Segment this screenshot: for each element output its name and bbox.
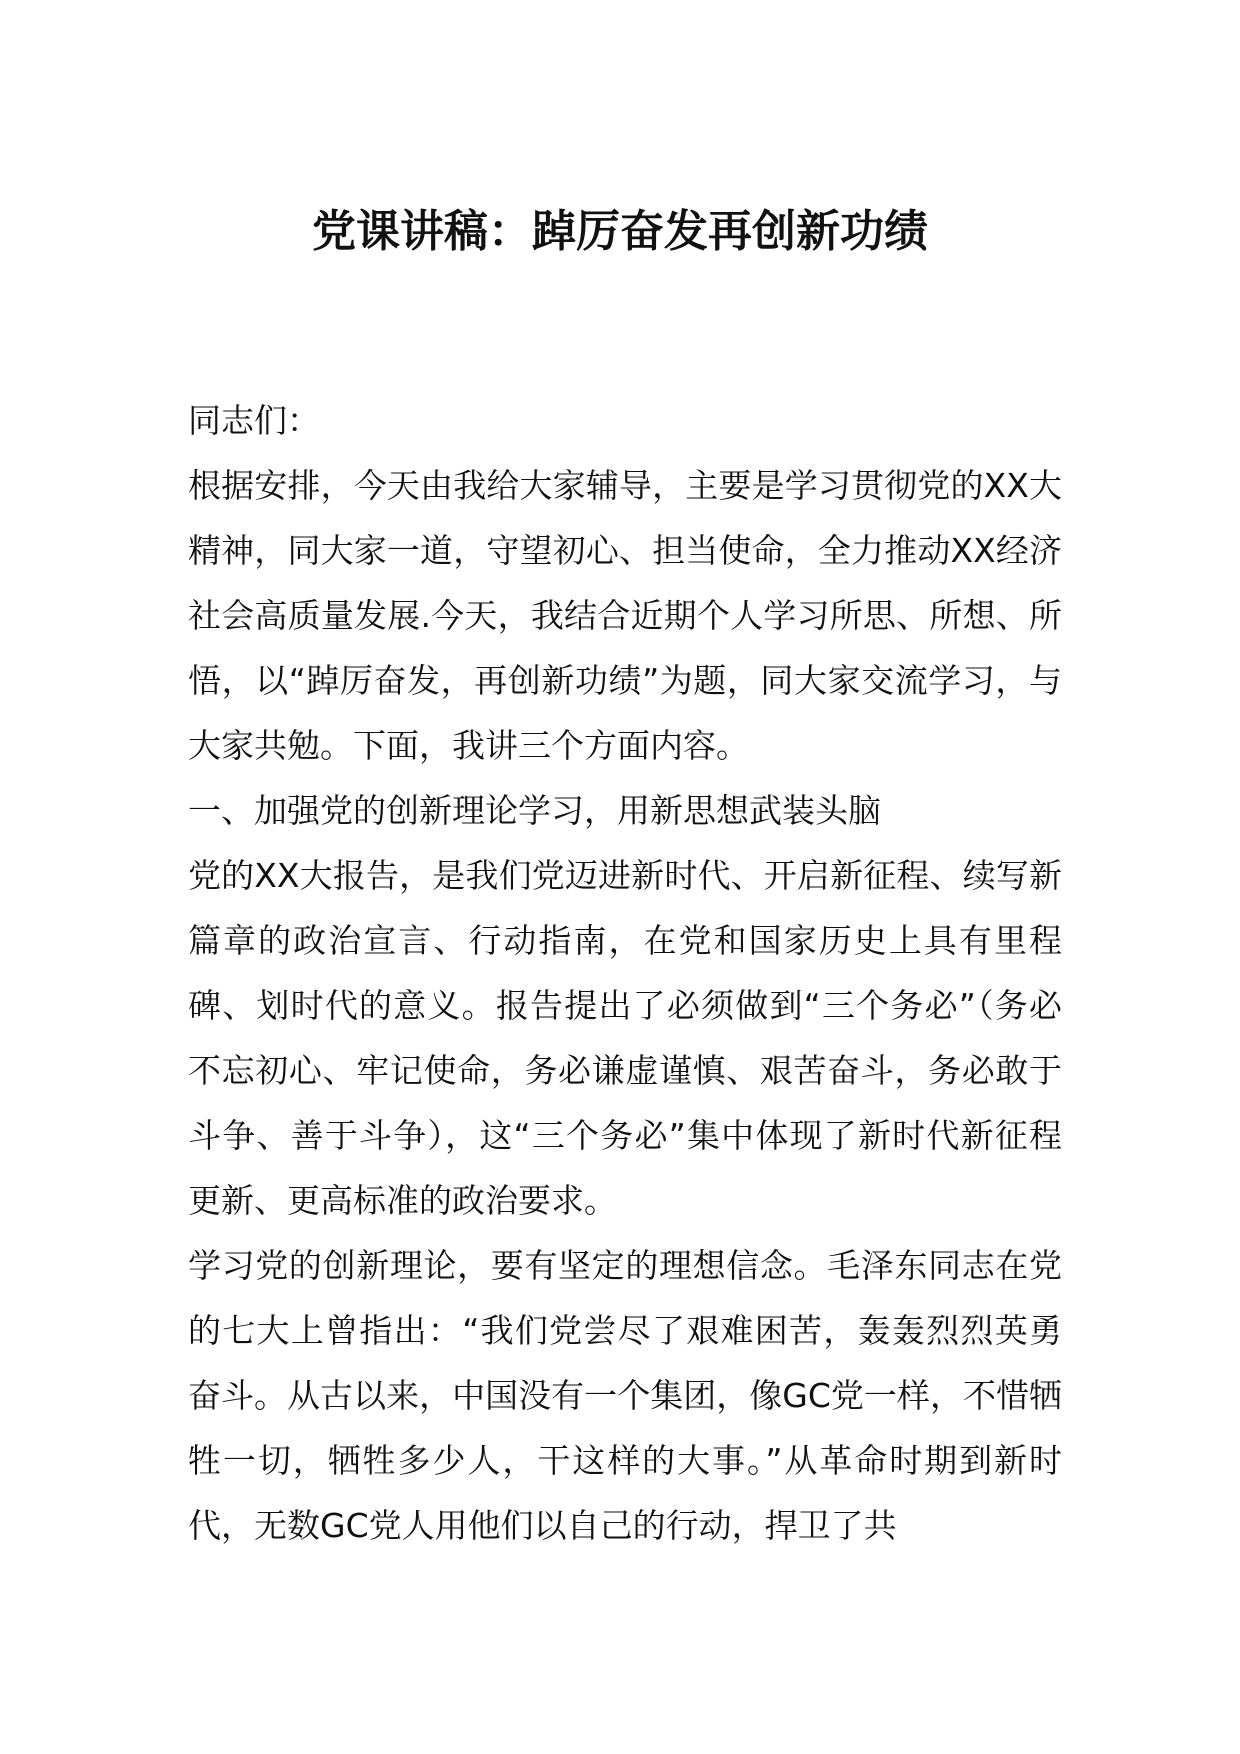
body-paragraph: 党的XX大报告，是我们党迈进新时代、开启新征程、续写新篇章的政治宣言、行动指南，在党和国家历史上具有里程碑、划时代的意义。报告提出了必须做到“三个务必”（务必不忘初心、牢记使命，务必谦虚谨慎、艰苦奋斗，务必敢于斗争、善于斗争），这“三个务必”集中体现了新时代新征程更新、更高标准的政治要求。 bbox=[188, 856, 1062, 1220]
section-heading-1: 一、加强党的创新理论学习，用新思想武装头脑 bbox=[188, 791, 881, 830]
body-paragraph: 学习党的创新理论，要有坚定的理想信念。毛泽东同志在党的七大上曾指出：“我们党尝尽了艰难困苦，轰轰烈烈英勇奋斗。从古以来，中国没有一个集团，像GC党一样，不惜牺牲一切，牺牲多少人，干这样的大事。”从革命时期到新时代，无数GC党人用他们以自己的行动，捍卫了共 bbox=[188, 1246, 1062, 1545]
document-body bbox=[188, 388, 1062, 1558]
intro-paragraph: 根据安排，今天由我给大家辅导，主要是学习贯彻党的XX大精神，同大家一道，守望初心、担当使命，全力推动XX经济社会高质量发展.今天，我结合近期个人学习所思、所想、所悟，以“踔厉奋发，再创新功绩”为题，同大家交流学习，与大家共勉。下面，我讲三个方面内容。 bbox=[188, 466, 1062, 765]
document-title: 党课讲稿：踔厉奋发再创新功绩 bbox=[312, 206, 928, 257]
salutation-paragraph: 同志们： bbox=[188, 401, 320, 440]
